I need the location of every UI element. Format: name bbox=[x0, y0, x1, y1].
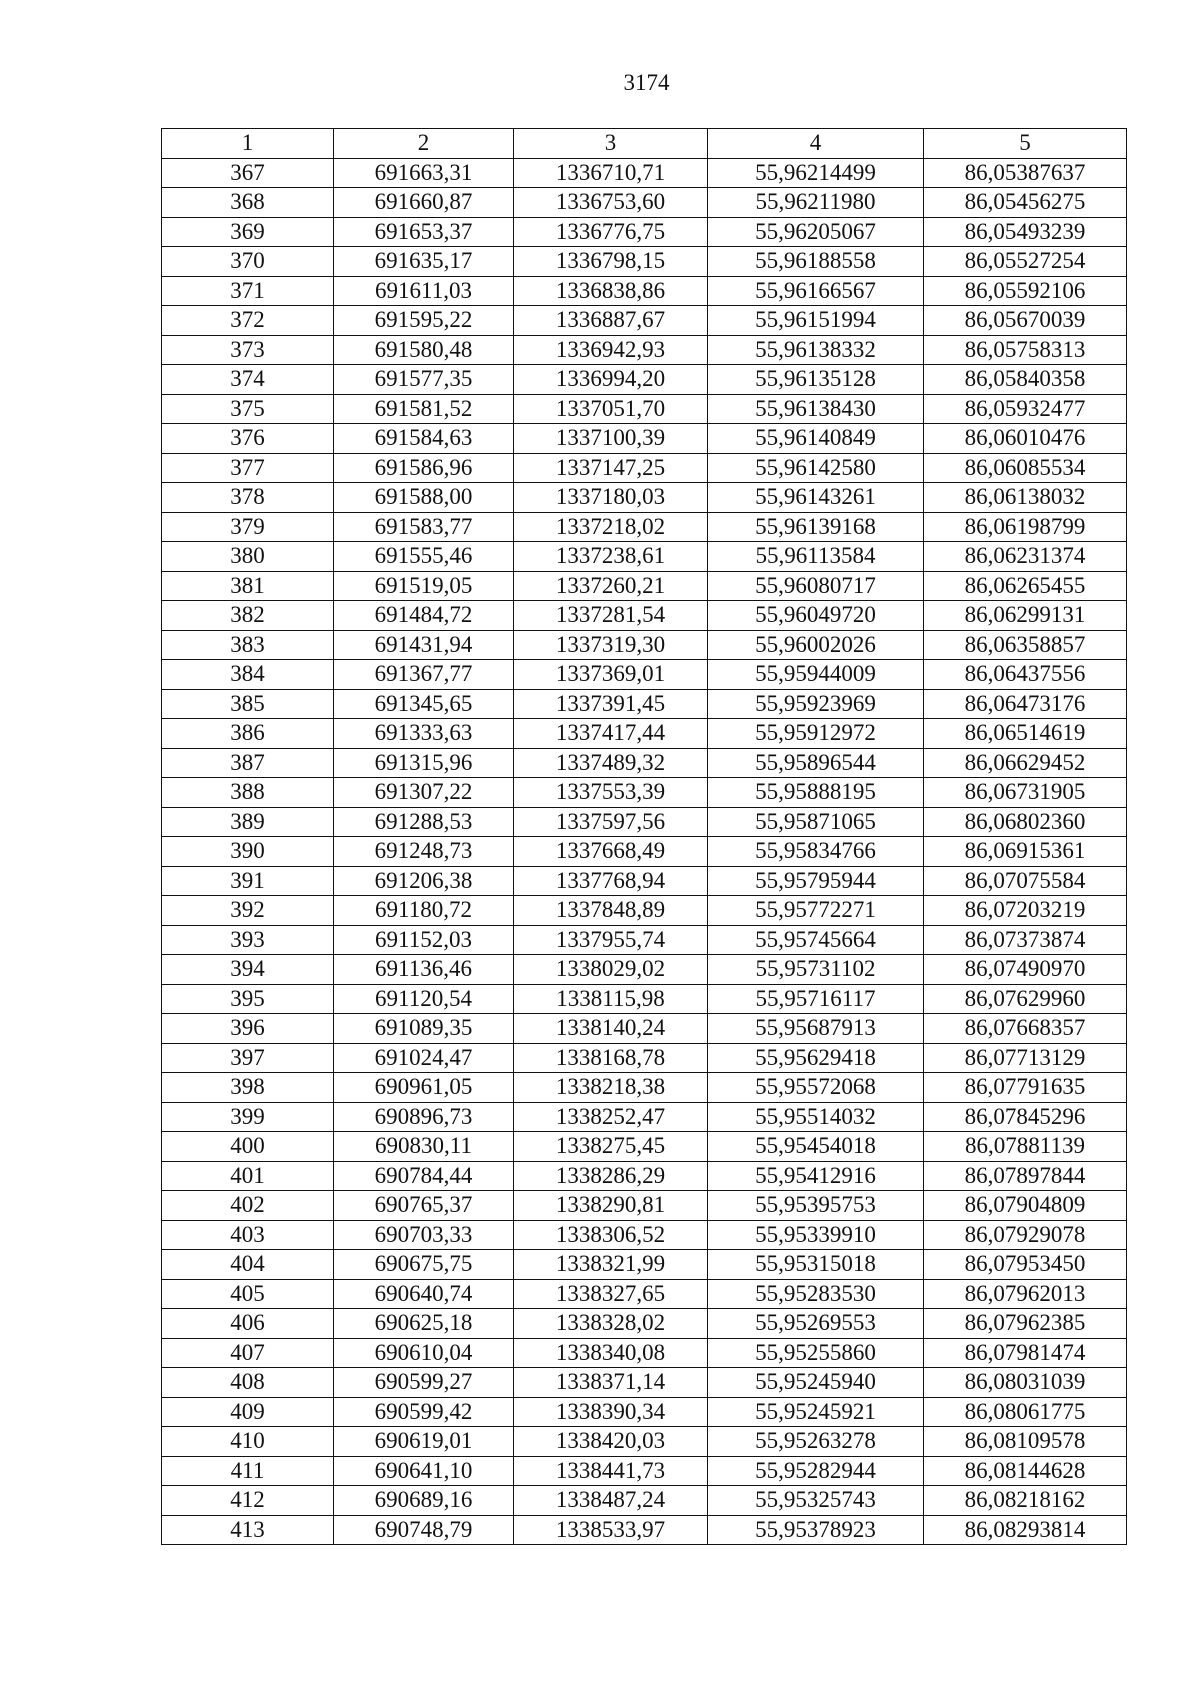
latitude-cell: 55,96142580 bbox=[708, 453, 924, 483]
longitude-cell: 86,06473176 bbox=[924, 689, 1127, 719]
point-number-cell: 382 bbox=[162, 601, 334, 631]
latitude-cell: 55,95378923 bbox=[708, 1515, 924, 1545]
longitude-cell: 86,05456275 bbox=[924, 188, 1127, 218]
table-row bbox=[162, 1279, 1127, 1309]
x-coordinate-cell: 691583,77 bbox=[334, 512, 514, 542]
y-coordinate-cell: 1338140,24 bbox=[514, 1014, 708, 1044]
y-coordinate-cell: 1338371,14 bbox=[514, 1368, 708, 1398]
x-coordinate-cell: 691206,38 bbox=[334, 866, 514, 896]
x-coordinate-cell: 691024,47 bbox=[334, 1043, 514, 1073]
x-coordinate-cell: 691580,48 bbox=[334, 335, 514, 365]
point-number-cell: 398 bbox=[162, 1073, 334, 1103]
table-row bbox=[162, 778, 1127, 808]
point-number-cell: 410 bbox=[162, 1427, 334, 1457]
y-coordinate-cell: 1338252,47 bbox=[514, 1102, 708, 1132]
longitude-cell: 86,07953450 bbox=[924, 1250, 1127, 1280]
point-number-cell: 389 bbox=[162, 807, 334, 837]
longitude-cell: 86,06514619 bbox=[924, 719, 1127, 749]
y-coordinate-cell: 1338533,97 bbox=[514, 1515, 708, 1545]
table-body bbox=[162, 158, 1127, 1545]
table-row bbox=[162, 1220, 1127, 1250]
point-number-cell: 413 bbox=[162, 1515, 334, 1545]
y-coordinate-cell: 1336942,93 bbox=[514, 335, 708, 365]
latitude-cell: 55,96138430 bbox=[708, 394, 924, 424]
table-row bbox=[162, 1161, 1127, 1191]
longitude-cell: 86,07962013 bbox=[924, 1279, 1127, 1309]
point-number-cell: 387 bbox=[162, 748, 334, 778]
latitude-cell: 55,95944009 bbox=[708, 660, 924, 690]
table-row bbox=[162, 925, 1127, 955]
point-number-cell: 412 bbox=[162, 1486, 334, 1516]
x-coordinate-cell: 690784,44 bbox=[334, 1161, 514, 1191]
longitude-cell: 86,06299131 bbox=[924, 601, 1127, 631]
table-row bbox=[162, 542, 1127, 572]
point-number-cell: 378 bbox=[162, 483, 334, 513]
y-coordinate-cell: 1336776,75 bbox=[514, 217, 708, 247]
x-coordinate-cell: 690748,79 bbox=[334, 1515, 514, 1545]
x-coordinate-cell: 691180,72 bbox=[334, 896, 514, 926]
y-coordinate-cell: 1338029,02 bbox=[514, 955, 708, 985]
x-coordinate-cell: 690961,05 bbox=[334, 1073, 514, 1103]
y-coordinate-cell: 1338290,81 bbox=[514, 1191, 708, 1221]
latitude-cell: 55,95834766 bbox=[708, 837, 924, 867]
point-number-cell: 409 bbox=[162, 1397, 334, 1427]
latitude-cell: 55,95255860 bbox=[708, 1338, 924, 1368]
longitude-cell: 86,05758313 bbox=[924, 335, 1127, 365]
latitude-cell: 55,95412916 bbox=[708, 1161, 924, 1191]
table-row bbox=[162, 1132, 1127, 1162]
latitude-cell: 55,95896544 bbox=[708, 748, 924, 778]
x-coordinate-cell: 690765,37 bbox=[334, 1191, 514, 1221]
table-row bbox=[162, 335, 1127, 365]
x-coordinate-cell: 691089,35 bbox=[334, 1014, 514, 1044]
y-coordinate-cell: 1338340,08 bbox=[514, 1338, 708, 1368]
longitude-cell: 86,07490970 bbox=[924, 955, 1127, 985]
latitude-cell: 55,95687913 bbox=[708, 1014, 924, 1044]
x-coordinate-cell: 691595,22 bbox=[334, 306, 514, 336]
latitude-cell: 55,95245940 bbox=[708, 1368, 924, 1398]
x-coordinate-cell: 691120,54 bbox=[334, 984, 514, 1014]
table-row bbox=[162, 1191, 1127, 1221]
table-row bbox=[162, 748, 1127, 778]
latitude-cell: 55,95263278 bbox=[708, 1427, 924, 1457]
table-row bbox=[162, 896, 1127, 926]
latitude-cell: 55,96205067 bbox=[708, 217, 924, 247]
table-row bbox=[162, 1368, 1127, 1398]
longitude-cell: 86,07904809 bbox=[924, 1191, 1127, 1221]
x-coordinate-cell: 691307,22 bbox=[334, 778, 514, 808]
latitude-cell: 55,96138332 bbox=[708, 335, 924, 365]
table-row bbox=[162, 984, 1127, 1014]
y-coordinate-cell: 1338306,52 bbox=[514, 1220, 708, 1250]
latitude-cell: 55,96002026 bbox=[708, 630, 924, 660]
longitude-cell: 86,07791635 bbox=[924, 1073, 1127, 1103]
table-row bbox=[162, 365, 1127, 395]
point-number-cell: 376 bbox=[162, 424, 334, 454]
longitude-cell: 86,07713129 bbox=[924, 1043, 1127, 1073]
latitude-cell: 55,95629418 bbox=[708, 1043, 924, 1073]
y-coordinate-cell: 1338168,78 bbox=[514, 1043, 708, 1073]
point-number-cell: 379 bbox=[162, 512, 334, 542]
latitude-cell: 55,96139168 bbox=[708, 512, 924, 542]
x-coordinate-cell: 691577,35 bbox=[334, 365, 514, 395]
y-coordinate-cell: 1337051,70 bbox=[514, 394, 708, 424]
table-row bbox=[162, 483, 1127, 513]
x-coordinate-cell: 691588,00 bbox=[334, 483, 514, 513]
longitude-cell: 86,07962385 bbox=[924, 1309, 1127, 1339]
table-row bbox=[162, 689, 1127, 719]
x-coordinate-cell: 690641,10 bbox=[334, 1456, 514, 1486]
point-number-cell: 402 bbox=[162, 1191, 334, 1221]
table-header bbox=[162, 129, 1127, 159]
x-coordinate-cell: 690640,74 bbox=[334, 1279, 514, 1309]
x-coordinate-cell: 691431,94 bbox=[334, 630, 514, 660]
longitude-cell: 86,06010476 bbox=[924, 424, 1127, 454]
latitude-cell: 55,95745664 bbox=[708, 925, 924, 955]
latitude-cell: 55,95325743 bbox=[708, 1486, 924, 1516]
table-row bbox=[162, 1338, 1127, 1368]
longitude-cell: 86,05493239 bbox=[924, 217, 1127, 247]
point-number-cell: 399 bbox=[162, 1102, 334, 1132]
x-coordinate-cell: 691586,96 bbox=[334, 453, 514, 483]
point-number-cell: 406 bbox=[162, 1309, 334, 1339]
latitude-cell: 55,95772271 bbox=[708, 896, 924, 926]
y-coordinate-cell: 1337955,74 bbox=[514, 925, 708, 955]
longitude-cell: 86,05387637 bbox=[924, 158, 1127, 188]
longitude-cell: 86,05592106 bbox=[924, 276, 1127, 306]
x-coordinate-cell: 691653,37 bbox=[334, 217, 514, 247]
y-coordinate-cell: 1337180,03 bbox=[514, 483, 708, 513]
y-coordinate-cell: 1337147,25 bbox=[514, 453, 708, 483]
longitude-cell: 86,08218162 bbox=[924, 1486, 1127, 1516]
latitude-cell: 55,95283530 bbox=[708, 1279, 924, 1309]
point-number-cell: 380 bbox=[162, 542, 334, 572]
header-row bbox=[162, 129, 1127, 159]
point-number-cell: 385 bbox=[162, 689, 334, 719]
longitude-cell: 86,06265455 bbox=[924, 571, 1127, 601]
point-number-cell: 407 bbox=[162, 1338, 334, 1368]
point-number-cell: 390 bbox=[162, 837, 334, 867]
longitude-cell: 86,07929078 bbox=[924, 1220, 1127, 1250]
longitude-cell: 86,08144628 bbox=[924, 1456, 1127, 1486]
column-header-3: 3 bbox=[514, 129, 708, 159]
x-coordinate-cell: 690689,16 bbox=[334, 1486, 514, 1516]
latitude-cell: 55,95795944 bbox=[708, 866, 924, 896]
x-coordinate-cell: 691635,17 bbox=[334, 247, 514, 277]
y-coordinate-cell: 1337768,94 bbox=[514, 866, 708, 896]
table-row bbox=[162, 424, 1127, 454]
longitude-cell: 86,05932477 bbox=[924, 394, 1127, 424]
longitude-cell: 86,06198799 bbox=[924, 512, 1127, 542]
x-coordinate-cell: 690599,42 bbox=[334, 1397, 514, 1427]
longitude-cell: 86,07373874 bbox=[924, 925, 1127, 955]
point-number-cell: 400 bbox=[162, 1132, 334, 1162]
table-row bbox=[162, 1309, 1127, 1339]
x-coordinate-cell: 690896,73 bbox=[334, 1102, 514, 1132]
table-row bbox=[162, 630, 1127, 660]
y-coordinate-cell: 1338441,73 bbox=[514, 1456, 708, 1486]
longitude-cell: 86,06629452 bbox=[924, 748, 1127, 778]
y-coordinate-cell: 1338321,99 bbox=[514, 1250, 708, 1280]
table-row bbox=[162, 955, 1127, 985]
table-row bbox=[162, 158, 1127, 188]
longitude-cell: 86,06085534 bbox=[924, 453, 1127, 483]
y-coordinate-cell: 1337597,56 bbox=[514, 807, 708, 837]
point-number-cell: 383 bbox=[162, 630, 334, 660]
table-row bbox=[162, 1397, 1127, 1427]
y-coordinate-cell: 1338275,45 bbox=[514, 1132, 708, 1162]
table-row bbox=[162, 512, 1127, 542]
table-row bbox=[162, 276, 1127, 306]
table-row bbox=[162, 1014, 1127, 1044]
point-number-cell: 371 bbox=[162, 276, 334, 306]
latitude-cell: 55,96188558 bbox=[708, 247, 924, 277]
table-row bbox=[162, 1102, 1127, 1132]
y-coordinate-cell: 1336753,60 bbox=[514, 188, 708, 218]
y-coordinate-cell: 1338328,02 bbox=[514, 1309, 708, 1339]
longitude-cell: 86,06915361 bbox=[924, 837, 1127, 867]
y-coordinate-cell: 1337319,30 bbox=[514, 630, 708, 660]
point-number-cell: 396 bbox=[162, 1014, 334, 1044]
y-coordinate-cell: 1337417,44 bbox=[514, 719, 708, 749]
longitude-cell: 86,07981474 bbox=[924, 1338, 1127, 1368]
latitude-cell: 55,96166567 bbox=[708, 276, 924, 306]
coordinates-table bbox=[161, 128, 1127, 1545]
latitude-cell: 55,95888195 bbox=[708, 778, 924, 808]
y-coordinate-cell: 1337260,21 bbox=[514, 571, 708, 601]
table-row bbox=[162, 247, 1127, 277]
point-number-cell: 374 bbox=[162, 365, 334, 395]
y-coordinate-cell: 1337553,39 bbox=[514, 778, 708, 808]
x-coordinate-cell: 691288,53 bbox=[334, 807, 514, 837]
x-coordinate-cell: 690675,75 bbox=[334, 1250, 514, 1280]
longitude-cell: 86,08061775 bbox=[924, 1397, 1127, 1427]
table-row bbox=[162, 1427, 1127, 1457]
y-coordinate-cell: 1337218,02 bbox=[514, 512, 708, 542]
latitude-cell: 55,95315018 bbox=[708, 1250, 924, 1280]
longitude-cell: 86,05840358 bbox=[924, 365, 1127, 395]
latitude-cell: 55,95282944 bbox=[708, 1456, 924, 1486]
latitude-cell: 55,95339910 bbox=[708, 1220, 924, 1250]
y-coordinate-cell: 1337668,49 bbox=[514, 837, 708, 867]
latitude-cell: 55,96151994 bbox=[708, 306, 924, 336]
point-number-cell: 381 bbox=[162, 571, 334, 601]
latitude-cell: 55,96143261 bbox=[708, 483, 924, 513]
table-row bbox=[162, 453, 1127, 483]
latitude-cell: 55,95514032 bbox=[708, 1102, 924, 1132]
point-number-cell: 411 bbox=[162, 1456, 334, 1486]
point-number-cell: 372 bbox=[162, 306, 334, 336]
latitude-cell: 55,96080717 bbox=[708, 571, 924, 601]
x-coordinate-cell: 691315,96 bbox=[334, 748, 514, 778]
point-number-cell: 395 bbox=[162, 984, 334, 1014]
longitude-cell: 86,07845296 bbox=[924, 1102, 1127, 1132]
y-coordinate-cell: 1338218,38 bbox=[514, 1073, 708, 1103]
x-coordinate-cell: 691248,73 bbox=[334, 837, 514, 867]
latitude-cell: 55,95923969 bbox=[708, 689, 924, 719]
latitude-cell: 55,96140849 bbox=[708, 424, 924, 454]
x-coordinate-cell: 690703,33 bbox=[334, 1220, 514, 1250]
column-header-4: 4 bbox=[708, 129, 924, 159]
table-row bbox=[162, 306, 1127, 336]
y-coordinate-cell: 1337489,32 bbox=[514, 748, 708, 778]
longitude-cell: 86,07881139 bbox=[924, 1132, 1127, 1162]
longitude-cell: 86,08031039 bbox=[924, 1368, 1127, 1398]
page-number: 3174 bbox=[623, 70, 670, 95]
x-coordinate-cell: 691136,46 bbox=[334, 955, 514, 985]
table-row bbox=[162, 571, 1127, 601]
point-number-cell: 391 bbox=[162, 866, 334, 896]
latitude-cell: 55,95716117 bbox=[708, 984, 924, 1014]
point-number-cell: 384 bbox=[162, 660, 334, 690]
table-row bbox=[162, 1515, 1127, 1545]
latitude-cell: 55,95269553 bbox=[708, 1309, 924, 1339]
x-coordinate-cell: 690610,04 bbox=[334, 1338, 514, 1368]
point-number-cell: 392 bbox=[162, 896, 334, 926]
table-row bbox=[162, 394, 1127, 424]
table-row bbox=[162, 1456, 1127, 1486]
y-coordinate-cell: 1338420,03 bbox=[514, 1427, 708, 1457]
point-number-cell: 370 bbox=[162, 247, 334, 277]
longitude-cell: 86,07897844 bbox=[924, 1161, 1127, 1191]
x-coordinate-cell: 690599,27 bbox=[334, 1368, 514, 1398]
longitude-cell: 86,06437556 bbox=[924, 660, 1127, 690]
longitude-cell: 86,07075584 bbox=[924, 866, 1127, 896]
y-coordinate-cell: 1338286,29 bbox=[514, 1161, 708, 1191]
y-coordinate-cell: 1338115,98 bbox=[514, 984, 708, 1014]
x-coordinate-cell: 691367,77 bbox=[334, 660, 514, 690]
x-coordinate-cell: 691660,87 bbox=[334, 188, 514, 218]
x-coordinate-cell: 691152,03 bbox=[334, 925, 514, 955]
latitude-cell: 55,96113584 bbox=[708, 542, 924, 572]
latitude-cell: 55,95395753 bbox=[708, 1191, 924, 1221]
x-coordinate-cell: 691663,31 bbox=[334, 158, 514, 188]
longitude-cell: 86,07203219 bbox=[924, 896, 1127, 926]
point-number-cell: 386 bbox=[162, 719, 334, 749]
y-coordinate-cell: 1337391,45 bbox=[514, 689, 708, 719]
table-row bbox=[162, 1043, 1127, 1073]
point-number-cell: 368 bbox=[162, 188, 334, 218]
latitude-cell: 55,95245921 bbox=[708, 1397, 924, 1427]
longitude-cell: 86,06358857 bbox=[924, 630, 1127, 660]
point-number-cell: 404 bbox=[162, 1250, 334, 1280]
table-row bbox=[162, 660, 1127, 690]
latitude-cell: 55,95572068 bbox=[708, 1073, 924, 1103]
y-coordinate-cell: 1336838,86 bbox=[514, 276, 708, 306]
longitude-cell: 86,08109578 bbox=[924, 1427, 1127, 1457]
x-coordinate-cell: 691519,05 bbox=[334, 571, 514, 601]
column-header-5: 5 bbox=[924, 129, 1127, 159]
longitude-cell: 86,08293814 bbox=[924, 1515, 1127, 1545]
x-coordinate-cell: 690625,18 bbox=[334, 1309, 514, 1339]
y-coordinate-cell: 1336887,67 bbox=[514, 306, 708, 336]
point-number-cell: 393 bbox=[162, 925, 334, 955]
x-coordinate-cell: 691584,63 bbox=[334, 424, 514, 454]
point-number-cell: 405 bbox=[162, 1279, 334, 1309]
x-coordinate-cell: 691611,03 bbox=[334, 276, 514, 306]
point-number-cell: 388 bbox=[162, 778, 334, 808]
table-row bbox=[162, 837, 1127, 867]
latitude-cell: 55,96049720 bbox=[708, 601, 924, 631]
latitude-cell: 55,95731102 bbox=[708, 955, 924, 985]
x-coordinate-cell: 690619,01 bbox=[334, 1427, 514, 1457]
x-coordinate-cell: 690830,11 bbox=[334, 1132, 514, 1162]
longitude-cell: 86,05527254 bbox=[924, 247, 1127, 277]
y-coordinate-cell: 1337848,89 bbox=[514, 896, 708, 926]
point-number-cell: 401 bbox=[162, 1161, 334, 1191]
latitude-cell: 55,95871065 bbox=[708, 807, 924, 837]
longitude-cell: 86,07629960 bbox=[924, 984, 1127, 1014]
latitude-cell: 55,95912972 bbox=[708, 719, 924, 749]
point-number-cell: 397 bbox=[162, 1043, 334, 1073]
point-number-cell: 403 bbox=[162, 1220, 334, 1250]
table-row bbox=[162, 1073, 1127, 1103]
point-number-cell: 377 bbox=[162, 453, 334, 483]
latitude-cell: 55,96135128 bbox=[708, 365, 924, 395]
longitude-cell: 86,06802360 bbox=[924, 807, 1127, 837]
point-number-cell: 394 bbox=[162, 955, 334, 985]
y-coordinate-cell: 1337100,39 bbox=[514, 424, 708, 454]
latitude-cell: 55,95454018 bbox=[708, 1132, 924, 1162]
x-coordinate-cell: 691484,72 bbox=[334, 601, 514, 631]
y-coordinate-cell: 1336798,15 bbox=[514, 247, 708, 277]
y-coordinate-cell: 1337281,54 bbox=[514, 601, 708, 631]
y-coordinate-cell: 1338327,65 bbox=[514, 1279, 708, 1309]
table-row bbox=[162, 1250, 1127, 1280]
column-header-2: 2 bbox=[334, 129, 514, 159]
table-row bbox=[162, 719, 1127, 749]
longitude-cell: 86,07668357 bbox=[924, 1014, 1127, 1044]
y-coordinate-cell: 1337238,61 bbox=[514, 542, 708, 572]
x-coordinate-cell: 691555,46 bbox=[334, 542, 514, 572]
y-coordinate-cell: 1338390,34 bbox=[514, 1397, 708, 1427]
point-number-cell: 367 bbox=[162, 158, 334, 188]
table-row bbox=[162, 807, 1127, 837]
latitude-cell: 55,96211980 bbox=[708, 188, 924, 218]
y-coordinate-cell: 1336994,20 bbox=[514, 365, 708, 395]
longitude-cell: 86,06731905 bbox=[924, 778, 1127, 808]
x-coordinate-cell: 691345,65 bbox=[334, 689, 514, 719]
x-coordinate-cell: 691581,52 bbox=[334, 394, 514, 424]
table-row bbox=[162, 188, 1127, 218]
table-row bbox=[162, 601, 1127, 631]
y-coordinate-cell: 1338487,24 bbox=[514, 1486, 708, 1516]
point-number-cell: 375 bbox=[162, 394, 334, 424]
y-coordinate-cell: 1336710,71 bbox=[514, 158, 708, 188]
table-row bbox=[162, 217, 1127, 247]
table-row bbox=[162, 1486, 1127, 1516]
column-header-1: 1 bbox=[162, 129, 334, 159]
y-coordinate-cell: 1337369,01 bbox=[514, 660, 708, 690]
longitude-cell: 86,06231374 bbox=[924, 542, 1127, 572]
point-number-cell: 373 bbox=[162, 335, 334, 365]
point-number-cell: 369 bbox=[162, 217, 334, 247]
latitude-cell: 55,96214499 bbox=[708, 158, 924, 188]
table-row bbox=[162, 866, 1127, 896]
point-number-cell: 408 bbox=[162, 1368, 334, 1398]
longitude-cell: 86,05670039 bbox=[924, 306, 1127, 336]
x-coordinate-cell: 691333,63 bbox=[334, 719, 514, 749]
longitude-cell: 86,06138032 bbox=[924, 483, 1127, 513]
